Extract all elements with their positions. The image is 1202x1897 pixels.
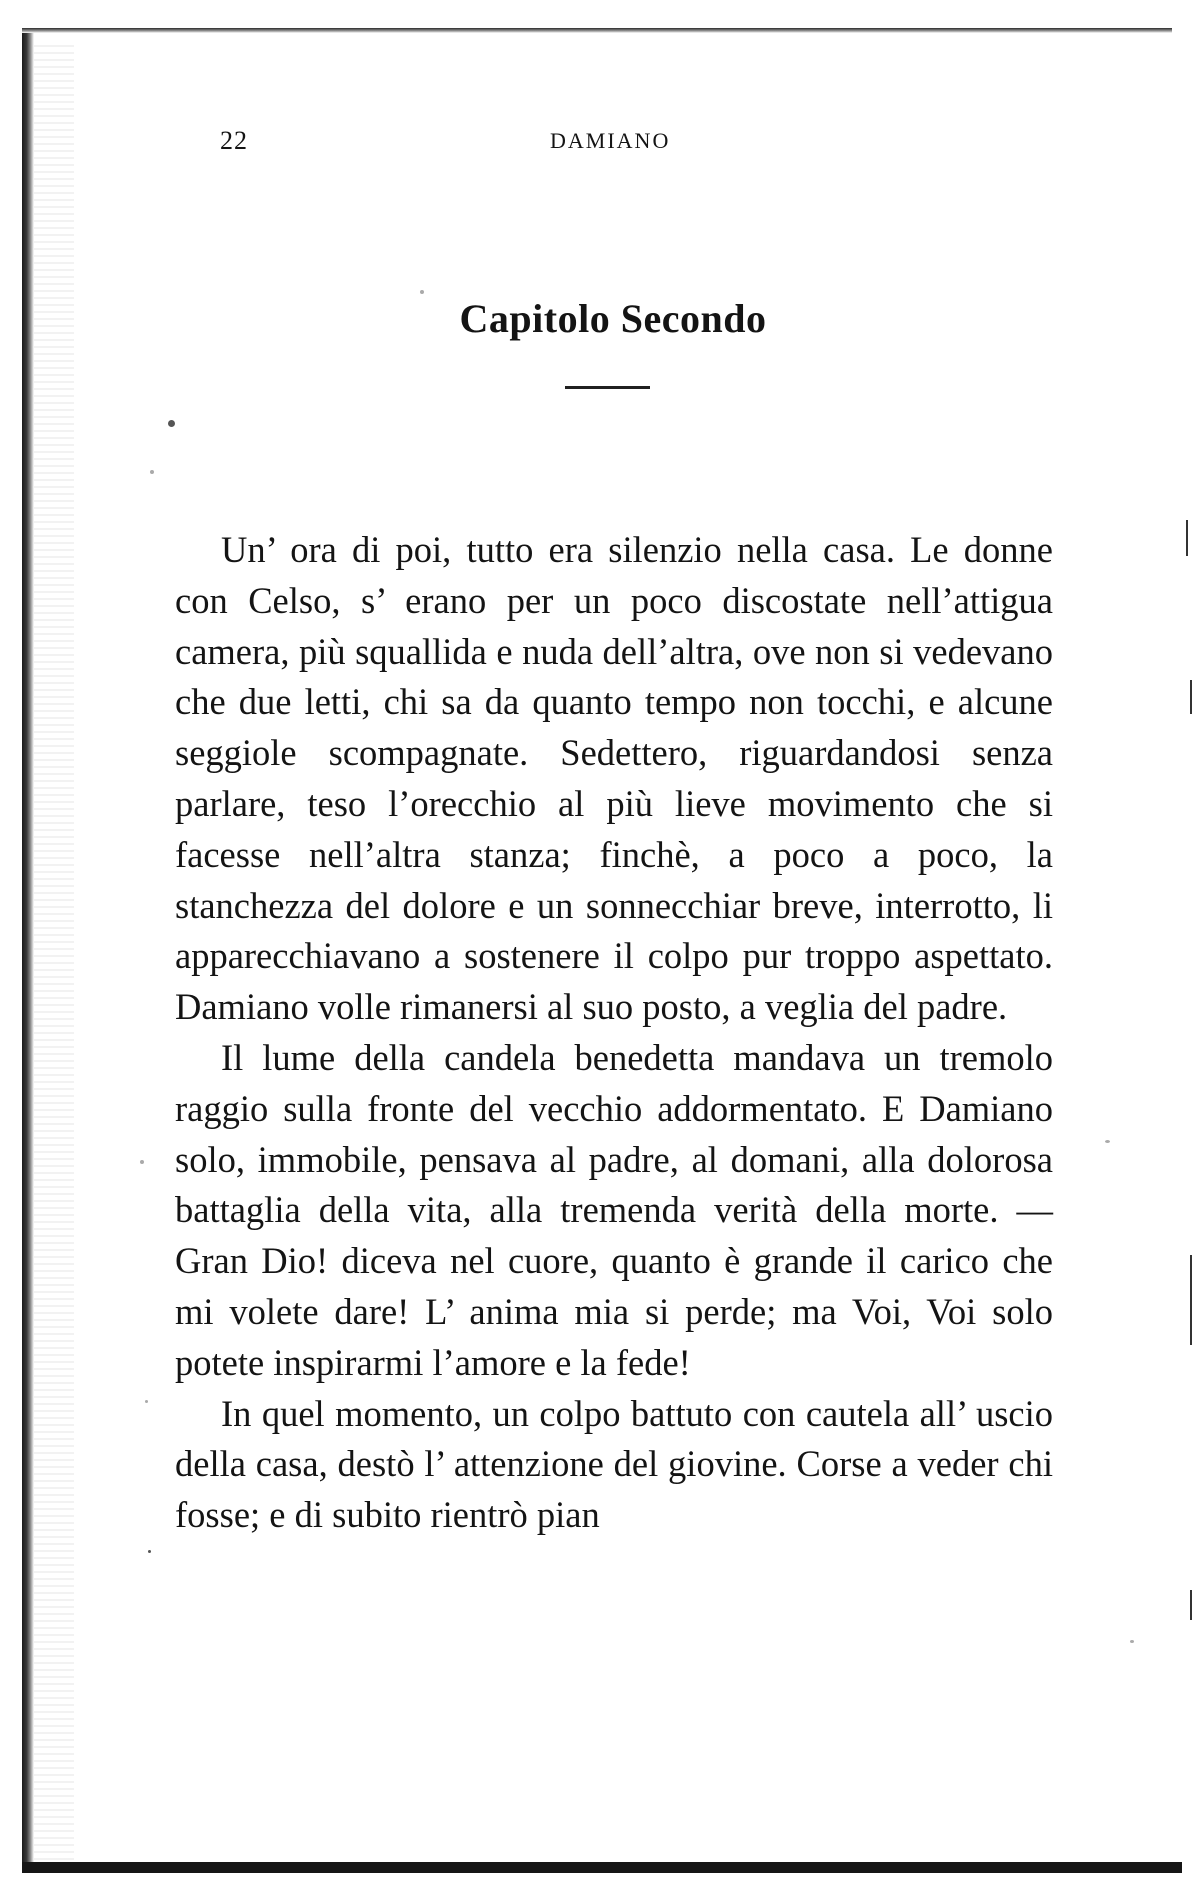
scan-speck xyxy=(168,420,175,427)
scan-mark xyxy=(1190,1255,1192,1345)
scan-mark xyxy=(1190,1590,1192,1620)
paragraph: Un’ ora di poi, tutto era silenzio nella casa. Le donne con Celso, s’ erano per un poco discostate nell’attigua camera, più squallida e nuda dell’altra, ove non si vedevano che due letti, chi sa da quanto tempo non tocchi, e alcune seggiole scompagnate. Sedettero, riguardandosi senza parlare, teso l’orecchio al più lieve movimento che si facesse nell’altra stanza; finchè, a poco a poco, la stanchezza del dolore e un sonnecchiar breve, interrotto, li apparecchiavano a sostenere il colpo pur troppo aspettato. Damiano volle rimanersi al suo posto, a veglia del padre. xyxy=(175,529,1053,1028)
scan-speck xyxy=(1105,1140,1110,1143)
scan-border-bottom xyxy=(22,1862,1182,1873)
paragraph: Il lume della candela benedetta mandava un tremolo raggio sulla fronte del vecchio addormentato. E Damiano solo, immobile, pensava al padre, al domani, alla dolorosa battaglia della vita, alla tremenda verità della morte. — Gran Dio! diceva nel cuore, quanto è grande il carico che mi volete dare! L’ anima mia si perde; ma Voi, Voi solo potete inspirarmi l’amore e la fede! xyxy=(175,1036,1053,1383)
chapter-title: Capitolo Secondo xyxy=(459,296,767,341)
body-text xyxy=(175,525,1053,1541)
scan-speck xyxy=(150,470,154,474)
chapter-rule xyxy=(565,386,650,389)
scan-speck xyxy=(148,1550,151,1553)
scan-speck xyxy=(420,290,424,294)
scan-speck xyxy=(1130,1640,1134,1643)
paragraph: In quel momento, un colpo battuto con cautela all’ uscio della casa, destò l’ attenzione del giovine. Corse a veder chi fosse; e di subito rientrò pian xyxy=(175,1392,1053,1536)
scan-speck xyxy=(140,1160,144,1164)
page-number: 22 xyxy=(220,126,248,155)
scan-mark xyxy=(1190,680,1192,714)
running-title: DAMIANO xyxy=(550,128,671,153)
running-head xyxy=(0,126,1202,166)
scan-mark xyxy=(1186,520,1188,556)
scan-border-top xyxy=(22,28,1172,33)
scan-speck xyxy=(145,1400,148,1403)
